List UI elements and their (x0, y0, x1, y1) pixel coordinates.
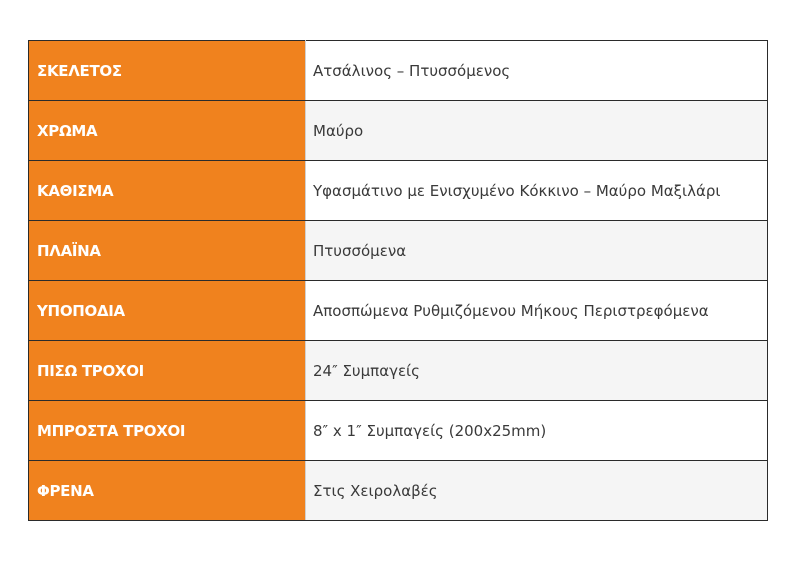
spec-value: Αποσπώμενα Ρυθμιζόμενου Μήκους Περιστρεφόμενα (306, 281, 768, 341)
spec-row-seat (29, 161, 768, 221)
spec-label: ΧΡΩΜΑ (29, 101, 306, 161)
spec-value: Στις Χειρολαβές (306, 461, 768, 521)
spec-row-footrests (29, 281, 768, 341)
spec-value: Μαύρο (306, 101, 768, 161)
spec-label: ΜΠΡΟΣΤΑ ΤΡΟΧΟΙ (29, 401, 306, 461)
spec-label: ΥΠΟΠΟΔΙΑ (29, 281, 306, 341)
spec-label: ΠΛΑΪΝΑ (29, 221, 306, 281)
spec-label: ΦΡΕΝΑ (29, 461, 306, 521)
spec-value: Πτυσσόμενα (306, 221, 768, 281)
spec-row-sides (29, 221, 768, 281)
spec-value: 24″ Συμπαγείς (306, 341, 768, 401)
specifications-table (28, 40, 768, 521)
spec-row-front-wheels (29, 401, 768, 461)
spec-row-color (29, 101, 768, 161)
spec-row-brakes (29, 461, 768, 521)
spec-label: ΚΑΘΙΣΜΑ (29, 161, 306, 221)
spec-value: 8″ x 1″ Συμπαγείς (200x25mm) (306, 401, 768, 461)
spec-row-frame (29, 41, 768, 101)
spec-label: ΠΙΣΩ ΤΡΟΧΟΙ (29, 341, 306, 401)
spec-value: Ατσάλινος – Πτυσσόμενος (306, 41, 768, 101)
spec-label: ΣΚΕΛΕΤΟΣ (29, 41, 306, 101)
spec-row-rear-wheels (29, 341, 768, 401)
spec-value: Υφασμάτινο με Ενισχυμένο Κόκκινο – Μαύρο Μαξιλάρι (306, 161, 768, 221)
